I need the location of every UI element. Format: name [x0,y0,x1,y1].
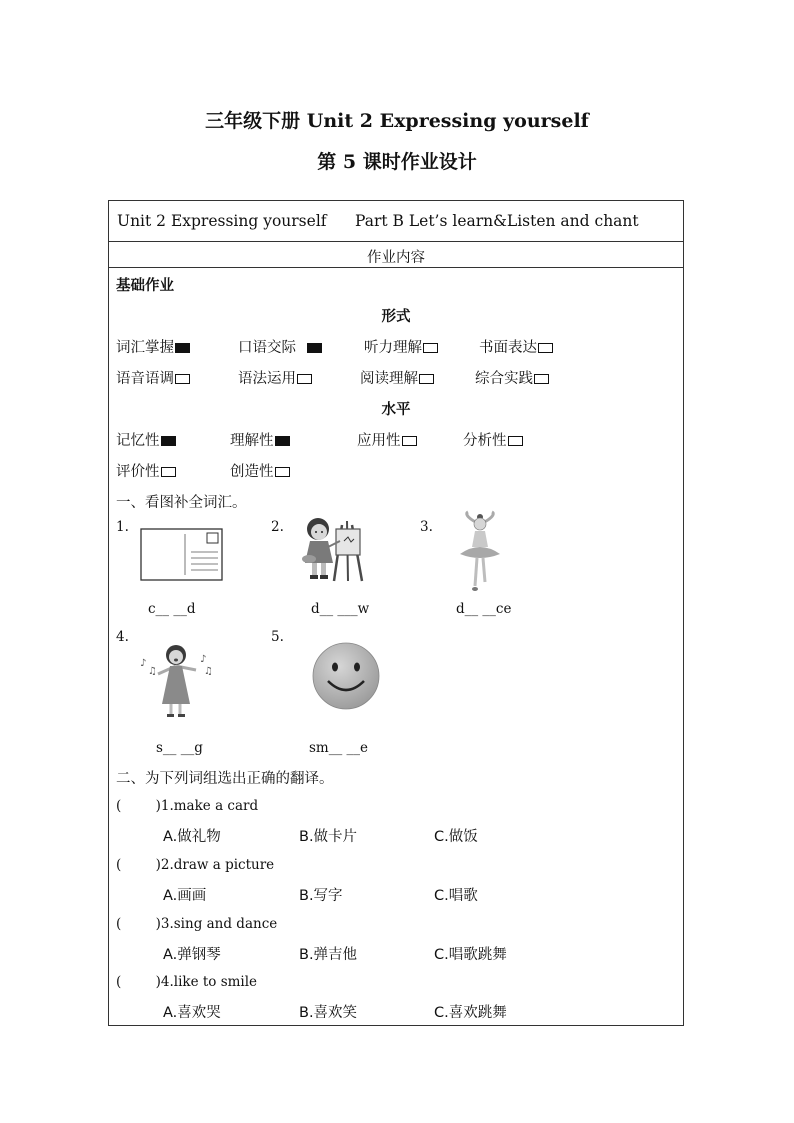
level-item [357,429,417,450]
checkbox-checked[interactable] [175,343,190,353]
svg-text:♪: ♪ [140,658,147,669]
checkbox-unchecked[interactable] [419,374,434,384]
svg-text:♫: ♫ [204,666,213,677]
checkbox-unchecked[interactable] [538,343,553,353]
question-row [116,798,258,814]
form-item-label: 口语交际 [238,340,296,356]
form-item [364,336,438,357]
checkbox-checked[interactable] [161,436,176,446]
unit-label: Unit 2 Expressing yourself [117,212,327,230]
option-c[interactable]: C.喜欢跳舞 [434,1005,507,1021]
item-number: 1. [116,519,129,535]
blank-answer[interactable]: s__ __g [156,740,203,756]
answer-bracket[interactable]: ( ) [116,798,161,814]
checkbox-unchecked[interactable] [402,436,417,446]
blank-answer[interactable]: d__ __ce [456,601,512,617]
checkbox-unchecked[interactable] [297,374,312,384]
exercise1-title: 一、看图补全词汇。 [116,495,247,511]
girl-painting-icon [300,513,372,585]
postcard-icon [140,528,224,582]
level-item-label: 记忆性 [116,433,160,449]
question-row [116,916,277,932]
option-b[interactable]: B.喜欢笑 [299,1005,358,1021]
form-item-label: 听力理解 [364,340,422,356]
checkbox-checked[interactable] [275,436,290,446]
item-number: 4. [116,629,129,645]
item-number: 5. [271,629,284,645]
content-header: 作业内容 [367,250,425,266]
item-number: 3. [420,519,433,535]
checkbox-unchecked[interactable] [534,374,549,384]
option-a[interactable]: A.做礼物 [163,829,221,845]
part-label: Part B Let’s learn&Listen and chant [355,212,639,230]
level-item-label: 理解性 [230,433,274,449]
checkbox-unchecked[interactable] [508,436,523,446]
level-item-label: 创造性 [230,464,274,480]
option-c[interactable]: C.唱歌 [434,888,478,904]
level-item [116,460,176,481]
section-basic: 基础作业 [116,278,174,294]
page-subtitle: 第 5 课时作业设计 [317,151,477,173]
form-item-label: 阅读理解 [360,371,418,387]
form-title: 形式 [381,309,411,325]
checkbox-checked[interactable] [307,343,322,353]
level-item-label: 评价性 [116,464,160,480]
exercise2-title: 二、为下列词组选出正确的翻译。 [116,771,334,787]
level-item [230,460,290,481]
option-a[interactable]: A.弹钢琴 [163,947,221,963]
option-b[interactable]: B.写字 [299,888,343,904]
level-item [230,429,290,450]
option-a[interactable]: A.画画 [163,888,207,904]
form-item [479,336,553,357]
question-row [116,857,274,873]
level-item-label: 应用性 [357,433,401,449]
table-divider [108,241,684,242]
question-text: 1.make a card [160,798,259,814]
girl-singing-icon [138,642,214,720]
form-item [475,367,549,388]
option-b[interactable]: B.做卡片 [299,829,358,845]
form-item [238,367,312,388]
item-number: 2. [271,519,284,535]
option-a[interactable]: A.喜欢哭 [163,1005,221,1021]
option-c[interactable]: C.唱歌跳舞 [434,947,507,963]
checkbox-unchecked[interactable] [161,467,176,477]
question-text: 2.draw a picture [160,857,275,873]
level-title: 水平 [381,402,411,418]
svg-text:♪: ♪ [200,654,207,665]
form-item [116,336,190,357]
ballerina-icon [452,510,508,596]
question-row [116,974,257,990]
table-divider [108,267,684,268]
checkbox-unchecked[interactable] [175,374,190,384]
svg-text:♫: ♫ [148,666,157,677]
form-item-label: 语法运用 [238,371,296,387]
answer-bracket[interactable]: ( ) [116,857,161,873]
checkbox-unchecked[interactable] [423,343,438,353]
question-text: 3.sing and dance [160,916,278,932]
blank-answer[interactable]: d__ ___w [311,601,370,617]
level-item-label: 分析性 [463,433,507,449]
form-item-label: 词汇掌握 [116,340,174,356]
checkbox-unchecked[interactable] [275,467,290,477]
form-item-label: 书面表达 [479,340,537,356]
option-c[interactable]: C.做饭 [434,829,478,845]
answer-bracket[interactable]: ( ) [116,916,161,932]
form-item [238,336,322,357]
answer-bracket[interactable]: ( ) [116,974,161,990]
form-item [116,367,190,388]
question-text: 4.like to smile [160,974,258,990]
form-item-label: 综合实践 [475,371,533,387]
blank-answer[interactable]: c__ __d [148,601,196,617]
smiley-face-icon [311,641,381,711]
form-item [360,367,434,388]
blank-answer[interactable]: sm__ __e [309,740,369,756]
form-item-label: 语音语调 [116,371,174,387]
level-item [116,429,176,450]
option-b[interactable]: B.弹吉他 [299,947,358,963]
level-item [463,429,523,450]
page-title: 三年级下册 Unit 2 Expressing yourself [205,110,589,132]
